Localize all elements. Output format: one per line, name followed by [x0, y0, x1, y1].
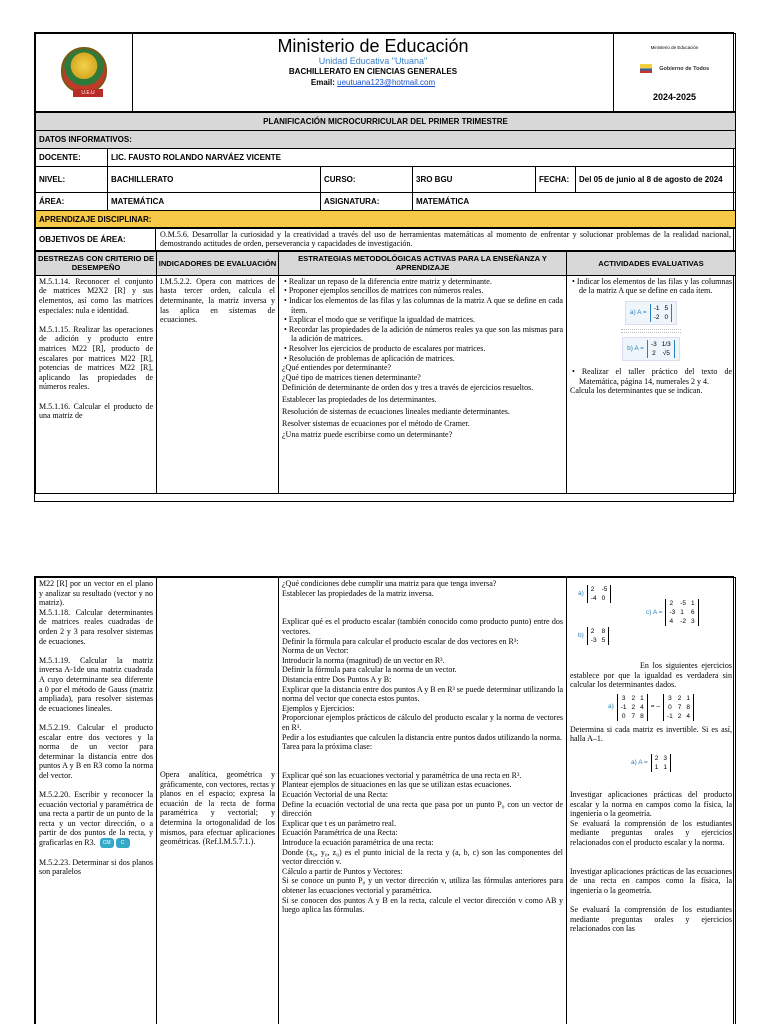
estrategia-line: Ecuación Paramétrica de una Recta:	[282, 828, 398, 838]
email-link[interactable]: ueutuana123@hotmail.com	[337, 78, 436, 87]
col-actividades: ACTIVIDADES EVALUATIVAS	[567, 251, 736, 275]
estrategia-bullet: • Indicar los elementos de las filas y las columnas de la matriz A que se define en cada ítem.	[282, 296, 563, 315]
program-name: BACHILLERATO EN CIENCIAS GENERALES	[288, 67, 458, 76]
estrategia-line: Tarea para la próxima clase:	[282, 742, 373, 752]
matrix-cell: 4	[640, 703, 644, 711]
estrategia-line: Introducir la norma (magnitud) de un vector en R³.	[282, 655, 445, 665]
matrix-cell: 0	[664, 314, 669, 321]
matrix-grid	[587, 627, 609, 645]
matrix-cell: -1	[620, 703, 627, 711]
matrix-cell: 2	[631, 694, 636, 702]
government-logos	[614, 34, 736, 112]
estrategia-line: Definición de determinante de orden dos y tres a través de ejercicios resueltos.	[282, 383, 534, 393]
area-value: MATEMÁTICA	[108, 193, 321, 211]
estrategia-line: Establecer las propiedades de la matriz inversa.	[282, 588, 434, 598]
indicador-cell: I.M.5.2.2. Opera con matrices de hasta tercer orden, calcula el determinante, la matriz inversa y las aplica en sistemas de ecuaciones.	[157, 275, 279, 493]
area-label: ÁREA:	[36, 193, 108, 211]
estrategia-bullet: • Realizar un repaso de la diferencia entre matriz y determinante.	[282, 277, 563, 287]
estrategia-line: ¿Qué tipo de matrices tienen determinante?	[282, 372, 421, 382]
matrix-grid	[650, 304, 672, 322]
matrix-cell: √5	[662, 350, 670, 357]
estrategia-line: Explicar que t es un parámetro real.	[282, 818, 396, 828]
ecuador-coat-icon	[640, 64, 652, 73]
matrix-grid	[663, 694, 694, 721]
estrategia-bullet: • Proponer ejemplos sencillos de matrices con números reales.	[282, 286, 563, 296]
actividad-bullet: • Indicar los elementos de las filas y las columnas de la matriz A que se define en cada ítem.	[570, 277, 732, 296]
matrix-inverse	[627, 752, 675, 774]
matrix-grid	[617, 694, 648, 721]
matrix-label: b)	[578, 632, 584, 640]
fecha-label: FECHA:	[536, 167, 576, 193]
estrategia-line: Define la ecuación vectorial de una recta que pasa por un punto P₀ con un vector de dirección	[282, 799, 563, 819]
school-shield-icon	[61, 47, 107, 96]
estrategias-cell-2	[279, 578, 567, 1024]
matrix-cell: 2	[677, 712, 682, 720]
estrategia-line: Establecer las propiedades de los determinantes.	[282, 395, 437, 405]
actividad-line: Se evaluará la comprensión de los estudiantes mediante preguntas orales y ejercicios relacionados con las	[570, 905, 732, 934]
matrix-b-image	[622, 337, 680, 361]
estrategia-line: Distancia entre Dos Puntos A y B:	[282, 674, 392, 684]
matrix-cell: 0	[601, 595, 606, 602]
matrix-cell: 6	[691, 609, 695, 616]
estrategia-line: Ejemplos y Ejercicios:	[282, 703, 355, 713]
header-table	[35, 33, 736, 112]
aprendizaje-disciplinar-label: APRENDIZAJE DISCIPLINAR:	[36, 211, 736, 228]
estrategia-line: ¿Qué entiendes por determinante?	[282, 363, 392, 373]
matrix-cell: 3	[621, 694, 626, 702]
datos-informativos-label: DATOS INFORMATIVOS:	[36, 131, 736, 149]
matrix-cell: 4	[686, 712, 691, 720]
matrix-cell: 5	[601, 637, 606, 644]
matrix-cell: 3	[668, 694, 672, 702]
actividad-line: Se evaluará la comprensión de los estudiantes mediante preguntas orales y ejercicios relacionados con el producto escalar y la norma.	[570, 818, 732, 847]
matrix-cell: -3	[650, 341, 657, 348]
matrix-cell: 0	[668, 703, 672, 711]
actividad-line: Determina si cada matriz es invertible. Si es así, halla A–1.	[570, 724, 732, 744]
estrategia-line: Pedir a los estudiantes que calculen la distancia entre puntos dados utilizando la norma.	[282, 732, 562, 742]
estrategia-line: ¿Una matriz puede escribirse como un determinante?	[282, 430, 453, 440]
estrategia-line: Definir la fórmula para calcular la norma de un vector.	[282, 665, 457, 675]
indicador-cell-2: Opera analítica, geométrica y gráficamente, con vectores, rectas y planos en el espacio; expresa la ecuación de la recta de forma paramétrica y vectorial; y determina la ortogonalidad de los mismos, para efectuar aplicaciones geométricas. (Ref.I.M.5.7.1.).	[157, 578, 279, 1024]
estrategia-line: Si se conocen dos puntos A y B en la recta, calcule el vector dirección v como AB y luego aplica las fórmulas.	[282, 895, 563, 915]
docente-label: DOCENTE:	[36, 149, 108, 167]
matrix-a-image	[625, 301, 677, 325]
estrategia-line: Introduce la ecuación paramétrica de una recta:	[282, 838, 434, 848]
school-year: 2024-2025	[652, 92, 697, 102]
destrezas-cell-2	[36, 578, 157, 1024]
destreza-item: M.5.2.23. Determinar si dos planos son paralelos	[39, 857, 153, 877]
matrix-label: a) A =	[630, 759, 648, 767]
matrix-cell: 1	[680, 609, 684, 616]
col-destrezas: DESTREZAS CON CRITERIO DE DESEMPEÑO	[36, 251, 157, 275]
matrix-cell: -1	[653, 305, 660, 312]
matrix-cell: 1	[654, 763, 659, 771]
matrix-cell: 5	[664, 305, 669, 312]
matrix-cell: 1	[640, 694, 644, 702]
matrix-cell: 1	[686, 694, 691, 702]
estrategia-bullet: • Explicar el modo que se verifique la igualdad de matrices.	[282, 315, 563, 325]
estrategia-line: Explicar qué son las ecuaciones vectorial y paramétrica de una recta en R³.	[282, 770, 522, 780]
matrix-cell: 8	[601, 628, 606, 635]
school-logo	[36, 34, 133, 112]
matrix-cell: -4	[590, 595, 597, 602]
matrix-grid	[651, 754, 671, 772]
curso-label: CURSO:	[321, 167, 413, 193]
page-separator	[0, 502, 768, 576]
destreza-item: M.5.1.18. Calcular determinantes de matrices reales cuadradas de orden 2 y 3 para resolver sistemas de ecuaciones.	[39, 607, 153, 646]
destreza-item	[39, 790, 153, 848]
col-indicadores: INDICADORES DE EVALUACIÓN	[157, 251, 279, 275]
nivel-label: NIVEL:	[36, 167, 108, 193]
actividad-line: Calcula los determinantes que se indican.	[570, 386, 703, 396]
estrategia-line: Ecuación Vectorial de una Recta:	[282, 790, 389, 800]
estrategia-line: Definir la fórmula para calcular el producto escalar de dos vectores en R³:	[282, 636, 519, 646]
matrix-cell: -5	[601, 586, 608, 593]
actividad-line: En los siguientes ejercicios establece por que la igualdad es verdadera sin calcular los determinantes dados.	[570, 661, 732, 690]
actividad-bullet: • Realizar el taller práctico del texto de Matemática, página 14, numerales 2 y 4.	[570, 367, 732, 386]
estrategia-line: Resolución de sistemas de ecuaciones lineales mediante determinantes.	[282, 407, 510, 417]
matrix-cell: 2	[631, 703, 636, 711]
matrix-cell: -3	[590, 637, 597, 644]
document-page-2	[34, 576, 734, 1024]
destrezas-cell	[36, 275, 157, 493]
plan-title: PLANIFICACIÓN MICROCURRICULAR DEL PRIMER TRIMESTRE	[36, 113, 736, 131]
destreza-item: M.5.1.15. Realizar las operaciones de adición y producto entre matrices M22 [R], producto de escalares por matrices M22 [R], potencias de matrices M22 [R], aplicando las propiedades de números reales.	[39, 324, 153, 392]
ministry-title: Ministerio de Educación	[277, 36, 469, 56]
matrix-cell: 2	[677, 694, 682, 702]
matrix-label: a) A =	[629, 309, 647, 317]
matrix-cell: -2	[653, 314, 660, 321]
docente-value: LIC. FAUSTO ROLANDO NARVÁEZ VICENTE	[108, 149, 736, 167]
estrategias-cell	[279, 275, 567, 493]
estrategia-line: Resolver sistemas de ecuaciones por el método de Cramer.	[282, 419, 470, 429]
document-page-1	[34, 32, 734, 502]
matrix-cell: 3	[691, 618, 695, 625]
asignatura-value: MATEMÁTICA	[413, 193, 736, 211]
matrix-cell: 2	[669, 600, 674, 607]
matrix-cell: 2	[652, 350, 656, 357]
actividad-line: Investigar aplicaciones prácticas de las ecuaciones de una recta en campos como la física, la ingeniería o la geometría.	[570, 866, 732, 895]
estrategia-line: Norma de un Vector:	[282, 646, 349, 656]
estrategia-line: Cálculo a partir de Puntos y Vectores:	[282, 866, 403, 876]
fecha-value: Del 05 de junio al 8 de agosto de 2024	[576, 167, 736, 193]
matrix-det-c	[642, 597, 703, 628]
email-label: Email:	[310, 78, 335, 87]
matrix-label: a)	[578, 590, 584, 598]
destreza-item: M.5.1.16. Calcular el producto de una matriz de	[39, 401, 153, 421]
matrix-equality: a) 3 2 1 -1 2 4 0 7 8 = – 3 2 1 0 7 8 -1 2 4	[604, 692, 698, 723]
matrix-cell: 2	[590, 628, 595, 635]
matrix-label: c) A =	[646, 608, 663, 616]
school-name: Unidad Educativa "Utuana"	[318, 56, 428, 66]
matrix-cell: 8	[686, 703, 691, 711]
estrategia-line: Si se conoce un punto P₀ y un vector dirección v, utiliza las fórmulas anteriores para obtener las ecuaciones vectorial y paramétrica.	[282, 876, 563, 895]
planning-table-page2	[35, 577, 736, 1024]
ministry-small-text: Ministerio de Educación	[650, 45, 699, 50]
estrategia-bullet: • Resolver los ejercicios de producto de escalares por matrices.	[282, 344, 563, 354]
email-line	[133, 77, 613, 88]
estrategia-line: Donde (x₀, y₀, z₀) es el punto inicial de la recta y (a, b, c) son las componentes del vector dirección v.	[282, 847, 563, 867]
estrategia-line: Plantear ejemplos de situaciones en las que se utilizan estas ecuaciones.	[282, 780, 512, 790]
nivel-value: BACHILLERATO	[108, 167, 321, 193]
objetivos-value: O.M.5.6. Desarrollar la curiosidad y la creatividad a través del uso de herramientas matemáticas al momento de enfrentar y solucionar problemas de la realidad nacional, demostrando actitudes de orden, perseverancia y capacidades de investigación.	[156, 229, 736, 251]
destreza-item: M.5.1.19. Calcular la matriz inversa A-1de una matriz cuadrada A cuyo determinante sea diferente a 0 por el método de Gauss (matriz ampliada), para resolver sistemas de ecuaciones lineales.	[39, 655, 153, 713]
matrix-cell: 8	[640, 712, 644, 720]
plan-info-table	[35, 112, 736, 228]
estrategia-line: Explicar que la distancia entre dos puntos A y B en R³ se puede determinar utilizando la norma del vector que conecta estos puntos.	[282, 684, 563, 704]
matrix-cell: 1	[663, 763, 668, 771]
matrix-cell: -5	[680, 600, 687, 607]
estrategia-line: ¿Qué condiciones debe cumplir una matriz para que tenga inversa?	[282, 579, 497, 588]
gobierno-logo: Gobierno de Todos	[659, 65, 710, 72]
matrix-cell: 2	[654, 754, 659, 762]
matrix-cell: 4	[669, 618, 674, 625]
destreza-item: M22 [R] por un vector en el plano y analizar su resultado (vector y no matriz).	[39, 579, 153, 608]
matrix-det-a	[574, 583, 615, 605]
estrategia-bullet: • Recordar las propiedades de la adición de números reales ya que son las mismas para la adición de matrices.	[282, 325, 563, 344]
matrix-grid	[665, 599, 698, 626]
c-badge-icon: C	[116, 838, 130, 848]
matrix-cell: -2	[680, 618, 687, 625]
destreza-item: M.5.1.14. Reconocer el conjunto de matrices M2X2 [R] y sus elementos, así como las matrices especiales: nula e identidad.	[39, 276, 153, 315]
matrix-grid	[647, 340, 675, 358]
estrategia-line: Proporcionar ejemplos prácticos de cálculo del producto escalar y la norma de vectores en R³.	[282, 713, 563, 732]
matrix-cell: 0	[621, 712, 626, 720]
matrix-cell: -3	[669, 609, 676, 616]
curso-value: 3RO BGU	[413, 167, 536, 193]
planning-table-page1	[35, 251, 736, 494]
asignatura-label: ASIGNATURA:	[321, 193, 413, 211]
matrix-cell: 1/3	[661, 341, 671, 348]
matrix-cell: 7	[677, 703, 682, 711]
cm-badge-icon: CM	[100, 838, 114, 848]
destreza-text: M.5.2.20. Escribir y reconocer la ecuación vectorial y paramétrica de una recta a partir de un punto de la recta y un vector dirección, o a partir de dos puntos de la recta, y graficarlas en R3.	[39, 790, 153, 848]
objetivos-table	[35, 228, 736, 251]
col-estrategias: ESTRATEGIAS METODOLÓGICAS ACTIVAS PARA LA ENSEÑANZA Y APRENDIZAJE	[279, 251, 567, 275]
matrix-cell: -1	[667, 712, 673, 720]
matrix-cell: 7	[631, 712, 636, 720]
matrix-label: b) A =	[627, 345, 644, 353]
actividades-cell	[567, 275, 736, 493]
estrategia-bullet: • Resolución de problemas de aplicación de matrices.	[282, 354, 563, 364]
matrix-grid	[587, 585, 612, 603]
matrix-cell: 2	[590, 586, 595, 593]
logo-text: U.E.U	[73, 89, 103, 97]
destreza-item: M.5.2.19. Calcular el producto escalar entre dos vectores y la norma de un vector para determinar la distancia entre dos puntos A y B en R3 como la norma del vector.	[39, 722, 153, 780]
matrix-cell: 3	[663, 754, 668, 762]
actividades-cell-2	[567, 578, 736, 1024]
matrix-label: a)	[607, 703, 614, 711]
objetivos-label: OBJETIVOS DE ÁREA:	[36, 229, 156, 251]
actividad-line: Investigar aplicaciones prácticas del producto escalar y la norma en campos como la física, la ingeniería o la geometría.	[570, 789, 732, 819]
matrix-cell: 1	[691, 600, 695, 607]
matrix-det-b	[574, 625, 613, 647]
estrategia-line: Explicar qué es el producto escalar (también conocido como producto punto) entre dos vectores.	[282, 617, 563, 636]
